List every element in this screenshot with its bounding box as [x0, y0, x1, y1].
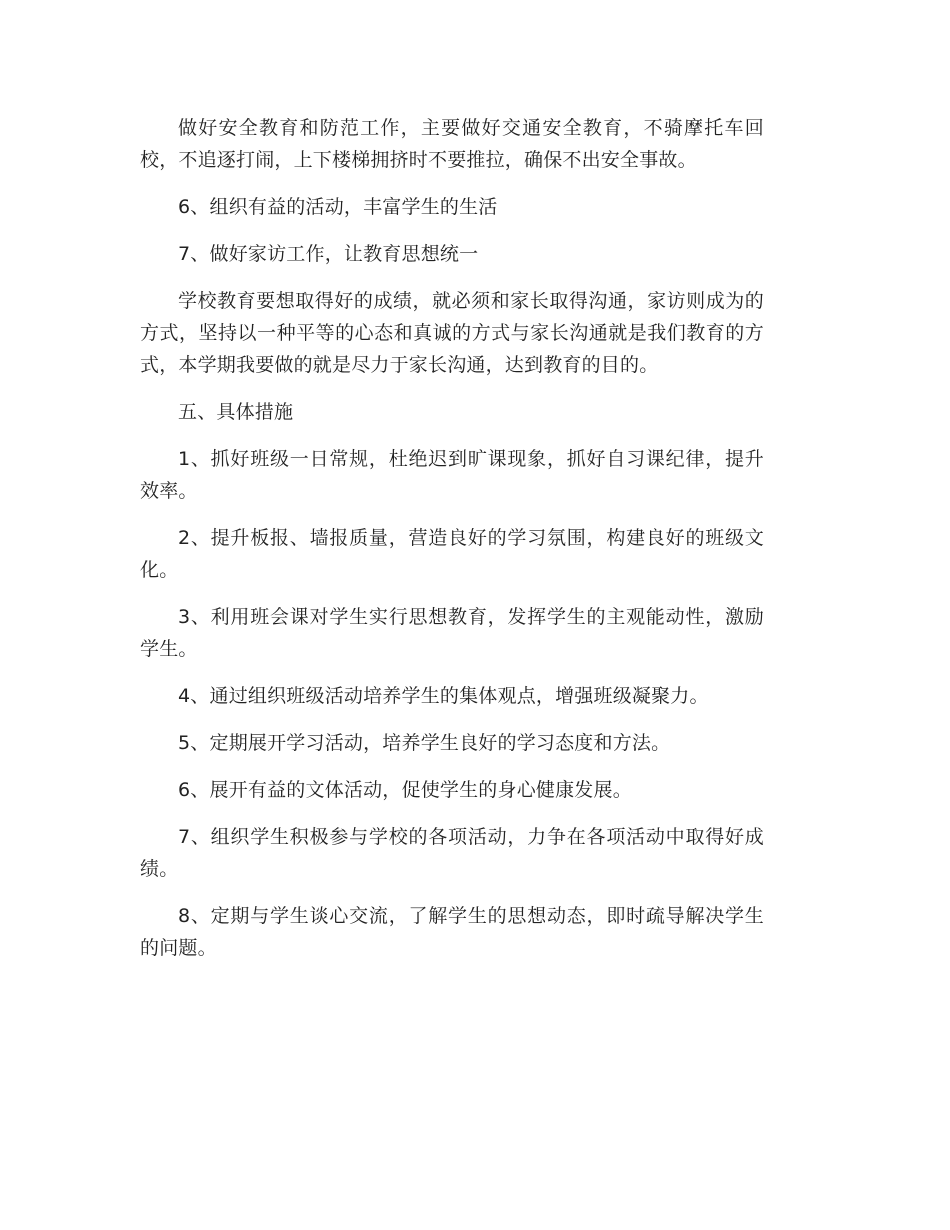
measure-item-6: 6、展开有益的文体活动，促使学生的身心健康发展。 [178, 779, 632, 801]
paragraph-item-6-activities: 6、组织有益的活动，丰富学生的生活 [178, 196, 498, 218]
paragraph-item-7-home-visits: 7、做好家访工作，让教育思想统一 [178, 243, 479, 265]
measure-item-4: 4、通过组织班级活动培养学生的集体观点，增强班级凝聚力。 [178, 685, 709, 707]
measure-item-5: 5、定期展开学习活动，培养学生良好的学习态度和方法。 [178, 732, 671, 754]
document-body [140, 112, 764, 979]
measure-item-3: 3、利用班会课对学生实行思想教育，发挥学生的主观能动性，激励学生。 [140, 606, 764, 660]
section-heading-measures: 五、具体措施 [178, 401, 294, 423]
paragraph-home-visit-detail: 学校教育要想取得好的成绩，就必须和家长取得沟通，家访则成为的方式，坚持以一种平等的心态和真诚的方式与家长沟通就是我们教育的方式，本学期我要做的就是尽力于家长沟通，达到教育的目的。 [140, 290, 764, 376]
measure-item-7: 7、组织学生积极参与学校的各项活动，力争在各项活动中取得好成绩。 [140, 826, 764, 880]
measure-item-8: 8、定期与学生谈心交流，了解学生的思想动态，即时疏导解决学生的问题。 [140, 905, 764, 959]
measure-item-1: 1、抓好班级一日常规，杜绝迟到旷课现象，抓好自习课纪律，提升效率。 [140, 448, 764, 502]
paragraph-safety-education: 做好安全教育和防范工作，主要做好交通安全教育，不骑摩托车回校，不追逐打闹，上下楼梯拥挤时不要推拉，确保不出安全事故。 [140, 117, 764, 171]
measure-item-2: 2、提升板报、墙报质量，营造良好的学习氛围，构建良好的班级文化。 [140, 527, 764, 581]
